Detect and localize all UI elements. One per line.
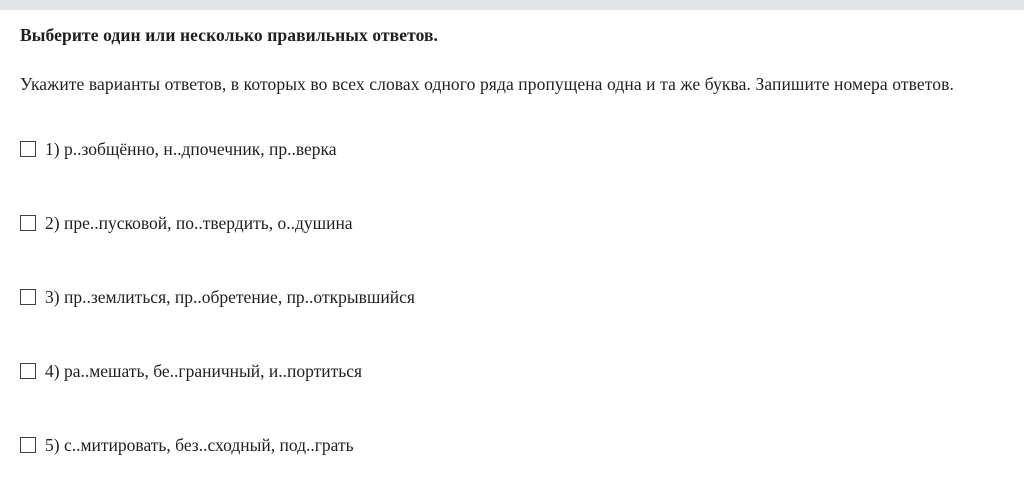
answer-option-2[interactable] — [20, 212, 1004, 234]
checkbox-option-3[interactable] — [20, 289, 36, 305]
checkbox-option-4[interactable] — [20, 363, 36, 379]
checkbox-option-5[interactable] — [20, 437, 36, 453]
answer-option-5[interactable] — [20, 434, 1004, 456]
answer-option-label: 4) ра..мешать, бе..граничный, и..портиться — [45, 360, 363, 381]
answer-option-1[interactable] — [20, 138, 1004, 160]
answer-option-label: 2) пре..пусковой, по..твердить, о..душина — [45, 212, 353, 233]
question-instruction: Укажите варианты ответов, в которых во всех словах одного ряда пропущена одна и та же буква. Запишите номера ответов. — [20, 74, 954, 94]
answer-option-label: 1) р..зобщённо, н..дпочечник, пр..верка — [45, 138, 337, 159]
top-divider-bar — [0, 0, 1024, 10]
checkbox-option-2[interactable] — [20, 215, 36, 231]
answer-option-label: 5) с..митировать, без..сходный, под..грать — [45, 434, 354, 455]
answer-options-list — [20, 138, 1004, 456]
answer-option-3[interactable] — [20, 286, 1004, 308]
checkbox-option-1[interactable] — [20, 141, 36, 157]
answer-option-4[interactable] — [20, 360, 1004, 382]
question-title: Выберите один или несколько правильных ответов. — [20, 25, 439, 45]
answer-option-label: 3) пр..землиться, пр..обретение, пр..открывшийся — [45, 286, 415, 307]
question-panel — [0, 25, 1024, 456]
